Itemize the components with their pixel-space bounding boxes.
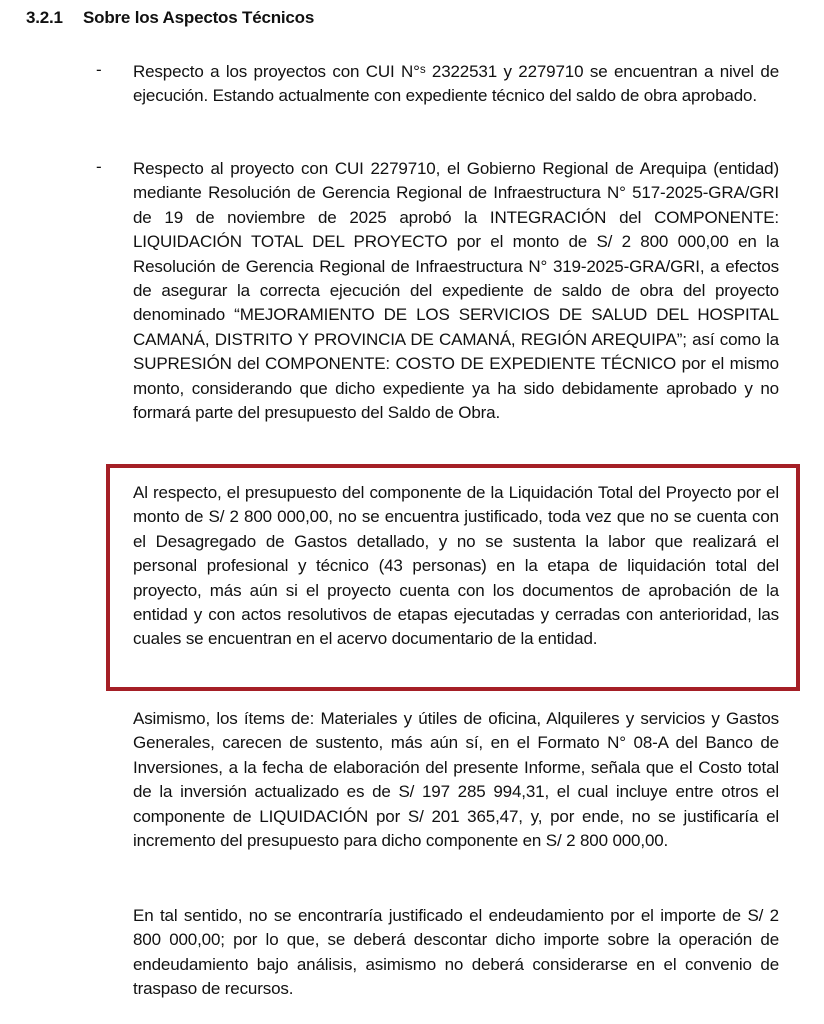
bullet-paragraph-cui-status: Respecto a los proyectos con CUI N°ˢ 2322531 y 2279710 se encuentran a nivel de ejecución. Estando actualmente con expediente técnico del saldo de obra aprobado. (133, 62, 779, 106)
section-heading (26, 8, 314, 28)
paragraph-conclusion: En tal sentido, no se encontraría justificado el endeudamiento por el importe de S/ 2 800 000,00; por lo que, se deberá descontar dicho importe sobre la operación de endeudamiento bajo análisis, asimismo no deberá considerarse en el convenio de traspaso de recursos. (133, 906, 779, 999)
paragraph-items-sustento: Asimismo, los ítems de: Materiales y útiles de oficina, Alquileres y servicios y Gastos Generales, carecen de sustento, más aún sí, en el Formato N° 08-A del Banco de Inversiones, a la fecha de elaboración del presente Informe, señala que el Costo total de la inversión actualizado es de S/ 197 285 994,31, el cual incluye entre otros el componente de LIQUIDACIÓN por S/ 201 365,47, y, por ende, no se justificaría el incremento del presupuesto para dicho componente en S/ 2 800 000,00. (133, 709, 779, 851)
section-title: Sobre los Aspectos Técnicos (83, 8, 315, 27)
section-number: 3.2.1 (26, 8, 63, 27)
bullet-paragraph-cui-2279710: Respecto al proyecto con CUI 2279710, el Gobierno Regional de Arequipa (entidad) mediante Resolución de Gerencia Regional de Infraestructura N° 517-2025-GRA/GRI de 19 de noviembre de 2025 aprobó la INTEGRACIÓN del COMPONENTE: LIQUIDACIÓN TOTAL DEL PROYECTO por el monto de S/ 2 800 000,00 en la Resolución de Gerencia Regional de Infraestructura N° 319-2025-GRA/GRI, a efectos de asegurar la correcta ejecución del expediente de saldo de obra del proyecto denominado “MEJORAMIENTO DE LOS SERVICIOS DE SALUD DEL HOSPITAL CAMANÁ, DISTRITO Y PROVINCIA DE CAMANÁ, REGIÓN AREQUIPA”; así como la SUPRESIÓN del COMPONENTE: COSTO DE EXPEDIENTE TÉCNICO por el mismo monto, considerando que dicho expediente ya ha sido debidamente aprobado y no formará parte del presupuesto del Saldo de Obra. (133, 159, 779, 423)
highlighted-paragraph: Al respecto, el presupuesto del componente de la Liquidación Total del Proyecto por el monto de S/ 2 800 000,00, no se encuentra justificado, toda vez que no se cuenta con el Desagregado de Gastos detallado, y no se sustenta la labor que realizará el personal profesional y técnico (43 personas) en la etapa de liquidación total del proyecto, más aún si el proyecto cuenta con los documentos de aprobación de la entidad y con actos resolutivos de etapas ejecutadas y cerradas con anterioridad, las cuales se encuentran en el acervo documentario de la entidad. (133, 483, 779, 649)
bullet-marker: - (96, 60, 102, 79)
bullet-marker: - (96, 157, 102, 176)
